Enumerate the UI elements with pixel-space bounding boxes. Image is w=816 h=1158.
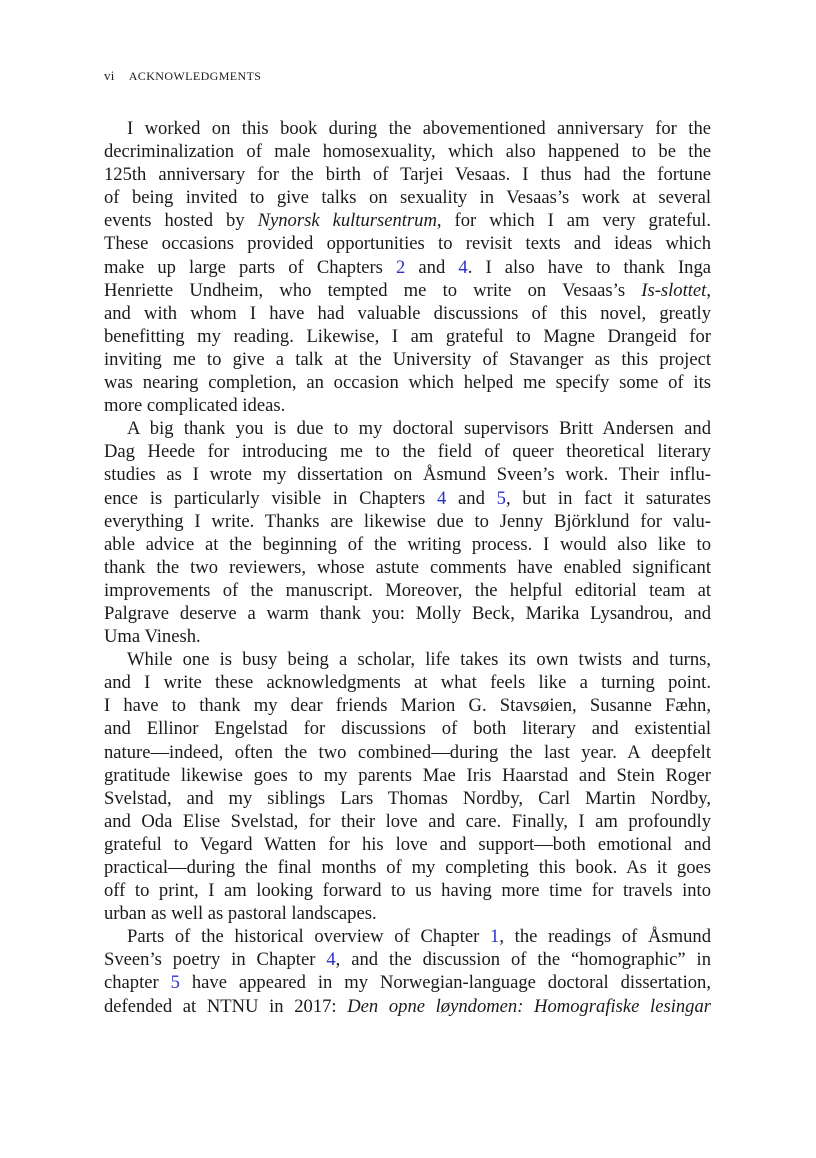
text-line	[104, 186, 711, 209]
text-line	[104, 971, 711, 994]
text-run: gratitude likewise goes to my parents Mae Iris Haarstad and Stein Roger	[104, 764, 711, 786]
text-line	[104, 856, 711, 879]
text-line	[104, 510, 711, 533]
text-run: improvements of the manuscript. Moreover, the helpful editorial team at	[104, 579, 711, 601]
text-line	[104, 440, 711, 463]
text-line	[104, 232, 711, 255]
text-line	[104, 463, 711, 486]
chapter-link[interactable]: 5	[496, 487, 506, 509]
text-run: and I write these acknowledgments at what feels like a turning point.	[104, 672, 711, 694]
text-line	[104, 694, 711, 717]
text-run: chapter	[104, 972, 171, 994]
text-line	[104, 925, 711, 948]
page-number: vi	[104, 68, 115, 83]
text-run: and	[405, 256, 459, 278]
text-run: , and the discussion of the “homographic” in	[335, 949, 711, 971]
text-line	[104, 348, 711, 371]
text-line	[104, 117, 711, 140]
text-run: ence is particularly visible in Chapters	[104, 487, 437, 509]
chapter-link[interactable]: 1	[490, 926, 500, 948]
text-line	[104, 741, 711, 764]
text-run: 125th anniversary for the birth of Tarjei Vesaas. I thus had the fortune	[104, 164, 711, 186]
running-title: ACKNOWLEDGMENTS	[128, 69, 262, 83]
text-line	[104, 556, 711, 579]
italic-title: Den opne løyndomen: Homografiske lesingar	[347, 995, 711, 1017]
text-run: I have to thank my dear friends Marion G. Stavsøien, Susanne Fæhn,	[104, 695, 711, 717]
chapter-link[interactable]: 4	[436, 487, 447, 509]
chapter-link[interactable]: 4	[458, 256, 468, 278]
text-run: , but in fact it saturates	[505, 487, 711, 509]
text-line	[104, 163, 711, 186]
text-line	[104, 787, 711, 810]
text-line	[104, 717, 711, 740]
text-run: thank the two reviewers, whose astute comments have enabled significant	[104, 556, 711, 578]
text-line	[104, 764, 711, 787]
chapter-link[interactable]: 2	[396, 256, 406, 278]
text-run: able advice at the beginning of the writing process. I would also like to	[104, 533, 711, 555]
text-run: inviting me to give a talk at the University of Stavanger as this project	[104, 348, 711, 370]
text-run: events hosted by	[104, 210, 258, 232]
text-run: everything I write. Thanks are likewise due to Jenny Björklund for valu-	[104, 510, 711, 532]
running-head	[104, 68, 261, 84]
text-run: . I also have to thank Inga	[467, 256, 711, 278]
text-run: decriminalization of male homosexuality, which also happened to be the	[104, 141, 711, 163]
text-line	[104, 533, 711, 556]
text-line	[104, 487, 711, 510]
italic-title: Is-slottet	[641, 279, 707, 301]
text-run: urban as well as pastoral landscapes.	[104, 903, 377, 925]
text-run: Palgrave deserve a warm thank you: Molly Beck, Marika Lysandrou, and	[104, 602, 711, 624]
text-run: benefitting my reading. Likewise, I am grateful to Magne Drangeid for	[104, 325, 711, 347]
text-line	[104, 648, 711, 671]
text-line	[104, 833, 711, 856]
text-line	[104, 625, 711, 648]
text-run: grateful to Vegard Watten for his love and support—both emotional and	[104, 833, 711, 855]
text-run: , the readings of Åsmund	[499, 926, 711, 948]
text-run: A big thank you is due to my doctoral supervisors Britt Andersen and	[127, 418, 711, 440]
text-run: and Ellinor Engelstad for discussions of both literary and existential	[104, 718, 711, 740]
text-line	[104, 810, 711, 833]
text-run: more complicated ideas.	[104, 395, 286, 417]
text-run: nature—indeed, often the two combined—during the last year. A deepfelt	[104, 741, 711, 763]
text-run: practical—during the final months of my completing this book. As it goes	[104, 857, 711, 878]
text-line	[104, 902, 711, 925]
text-run: While one is busy being a scholar, life takes its own twists and turns,	[127, 649, 711, 671]
text-run: and with whom I have had valuable discussions of this novel, greatly	[104, 302, 711, 324]
text-run: Parts of the historical overview of Chapter	[127, 926, 491, 948]
text-line	[104, 140, 711, 163]
text-line	[104, 325, 711, 348]
text-line	[104, 302, 711, 325]
text-line	[104, 671, 711, 694]
text-run: Sveen’s poetry in Chapter	[104, 949, 327, 971]
acknowledgments-text	[104, 117, 711, 1018]
text-run: Svelstad, and my siblings Lars Thomas Nordby, Carl Martin Nordby,	[104, 787, 711, 809]
text-run: and	[446, 487, 497, 509]
text-line	[104, 371, 711, 394]
text-line	[104, 417, 711, 440]
text-line	[104, 879, 711, 902]
text-run: Henriette Undheim, who tempted me to write on Vesaas’s	[104, 279, 642, 301]
text-line	[104, 602, 711, 625]
text-run: and Oda Elise Svelstad, for their love and care. Finally, I am profoundly	[104, 810, 711, 832]
text-run: was nearing completion, an occasion which helped me specify some of its	[104, 372, 711, 394]
text-run: ,	[706, 279, 711, 301]
text-line	[104, 279, 711, 302]
text-run: , for which I am very grateful.	[436, 210, 712, 232]
chapter-link[interactable]: 5	[170, 972, 180, 994]
text-run: I worked on this book during the abovementioned anniversary for the	[127, 118, 711, 139]
text-run: studies as I wrote my dissertation on Åsmund Sveen’s work. Their influ-	[104, 464, 711, 486]
chapter-link[interactable]: 4	[326, 949, 336, 971]
text-line	[104, 948, 711, 971]
text-run: defended at NTNU in 2017:	[104, 995, 348, 1017]
text-line	[104, 995, 711, 1018]
text-run: These occasions provided opportunities to revisit texts and ideas which	[104, 233, 711, 255]
text-run: make up large parts of Chapters	[104, 256, 397, 278]
text-run: of being invited to give talks on sexuality in Vesaas’s work at several	[104, 187, 711, 209]
text-line	[104, 579, 711, 602]
text-line	[104, 209, 711, 232]
text-line	[104, 256, 711, 279]
text-run: have appeared in my Norwegian-language doctoral dissertation,	[179, 972, 711, 994]
text-run: off to print, I am looking forward to us having more time for travels into	[104, 880, 711, 902]
text-run: Dag Heede for introducing me to the field of queer theoretical literary	[104, 441, 711, 463]
italic-title: Nynorsk kultursentrum	[257, 210, 437, 232]
text-run: Uma Vinesh.	[104, 626, 201, 648]
text-line	[104, 394, 711, 417]
